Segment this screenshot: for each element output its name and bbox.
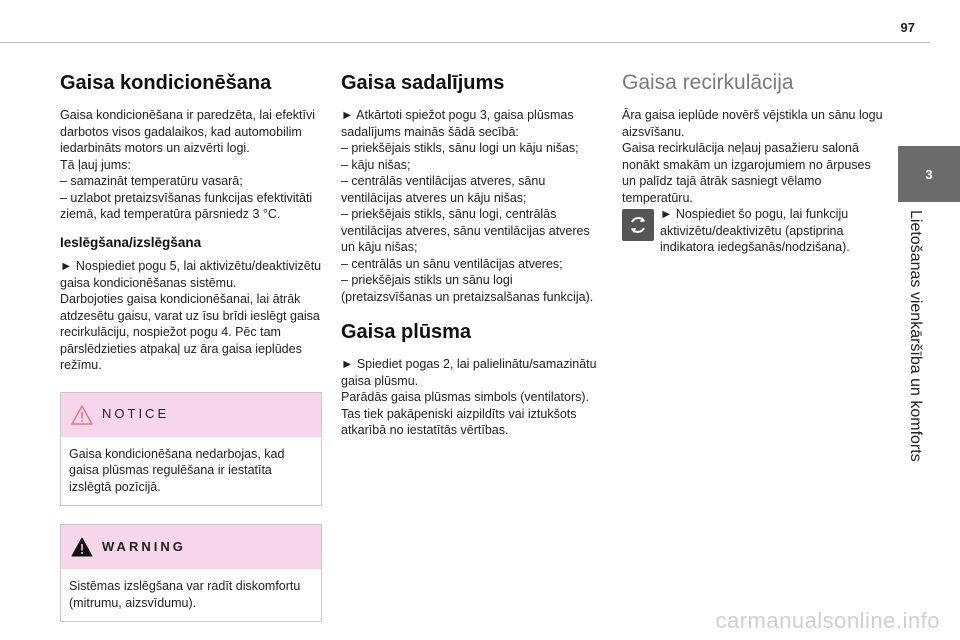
- instruction-text: ► Nospiediet šo pogu, lai funkciju aktivizētu/deaktivizētu (apstiprina indikatora iedegšanās/nodzišana).: [660, 207, 850, 254]
- column-air-distribution: [341, 70, 603, 439]
- list-item: – kāju nišas;: [341, 157, 411, 172]
- list-item: – priekšējais stikls, sānu logi, centrālās ventilācijas atveres, sānu ventilācijas atveres un kāju nišas;: [341, 207, 590, 254]
- header-divider: [0, 42, 930, 43]
- notice-label: NOTICE: [102, 406, 170, 422]
- list-item: – centrālās un sānu ventilācijas atveres;: [341, 256, 563, 271]
- recirculation-instruction: [622, 206, 884, 256]
- column-air-conditioning: [60, 70, 322, 622]
- notice-header: [61, 393, 321, 437]
- list-item: – priekšējais stikls un sānu logi (pretaizsvīšanas un pretaizsalšanas funkcija).: [341, 273, 594, 304]
- paragraph: ► Atkārtoti spiežot pogu 3, gaisa plūsmas sadalījums mainās šādā secībā:: [341, 108, 574, 139]
- paragraph: ► Spiediet pogas 2, lai palielinātu/samazinātu gaisa plūsmu.: [341, 357, 597, 388]
- page-number: 97: [900, 20, 915, 35]
- paragraph: Parādās gaisa plūsmas simbols (ventilators). Tas tiek pakāpeniski aizpildīts vai iztukšots atkarībā no iestatītās vērtības.: [341, 390, 590, 437]
- watermark: carmanualsonline.info: [715, 608, 940, 633]
- paragraph: Gaisa kondicionēšana ir paredzēta, lai efektīvi darbotos visos gadalaikos, kad automobilim iedarbināts motors un aizvērti logi.: [60, 108, 316, 155]
- chapter-title-text: Lietošanas vienkāršība un komforts: [907, 210, 924, 462]
- paragraph: ► Nospiediet pogu 5, lai aktivizētu/deaktivizētu gaisa kondicionēšanas sistēmu.: [60, 259, 322, 290]
- warning-triangle-icon: [71, 405, 93, 425]
- chapter-tab[interactable]: 3: [898, 146, 960, 202]
- section-title-air-distribution: Gaisa sadalījums: [341, 72, 505, 94]
- list-item: – centrālās ventilācijas atveres, sānu ventilācijas atveres un kāju nišas;: [341, 174, 546, 205]
- subsection-title-on-off: Ieslēgšana/izslēgšana: [60, 234, 202, 250]
- paragraph: Āra gaisa ieplūde novērš vējstikla un sānu logu aizsvīšanu.: [622, 108, 883, 139]
- section-title-air-recirculation: Gaisa recirkulācija: [622, 71, 794, 94]
- paragraph: Darbojoties gaisa kondicionēšanai, lai ātrāk atdzesētu gaisu, varat uz īsu brīdi ieslēgt gaisa recirkulāciju, nospiežot pogu 4. Pēc tam pārslēdzieties atpakaļ uz āra gaisa ieplūdes režīmu.: [60, 292, 320, 372]
- list-item: – uzlabot pretaizsvīšanas funkcijas efektivitāti ziemā, kad temperatūra pārsniedz 3 °C.: [60, 190, 313, 221]
- warning-box: [60, 524, 322, 622]
- column-air-recirculation: [622, 70, 884, 256]
- paragraph: Gaisa recirkulācija neļauj pasažieru salonā nonākt smakām un izgarojumiem no ārpuses un palīdz tajā ātrāk sasniegt vēlamo temperatūru.: [622, 141, 871, 205]
- warning-text: Sistēmas izslēgšana var radīt diskomfortu (mitrumu, aizsvīdumu).: [69, 579, 301, 610]
- notice-text: Gaisa kondicionēšana nedarbojas, kad gaisa plūsmas regulēšana ir iestatīta izslēgtā pozīcijā.: [69, 446, 285, 494]
- recirculation-button-icon: [622, 209, 654, 241]
- list-item: – priekšējais stikls, sānu logi un kāju nišas;: [341, 141, 579, 155]
- warning-triangle-icon: [71, 537, 93, 557]
- chapter-side-title: [900, 210, 930, 470]
- section-title-air-conditioning: Gaisa kondicionēšana: [60, 72, 272, 94]
- list-item: – samazināt temperatūru vasarā;: [60, 174, 243, 188]
- paragraph: Tā ļauj jums:: [60, 157, 131, 172]
- section-title-air-flow: Gaisa plūsma: [341, 321, 472, 343]
- warning-header: [61, 525, 321, 569]
- notice-box: [60, 392, 322, 507]
- warning-label: WARNING: [102, 538, 186, 554]
